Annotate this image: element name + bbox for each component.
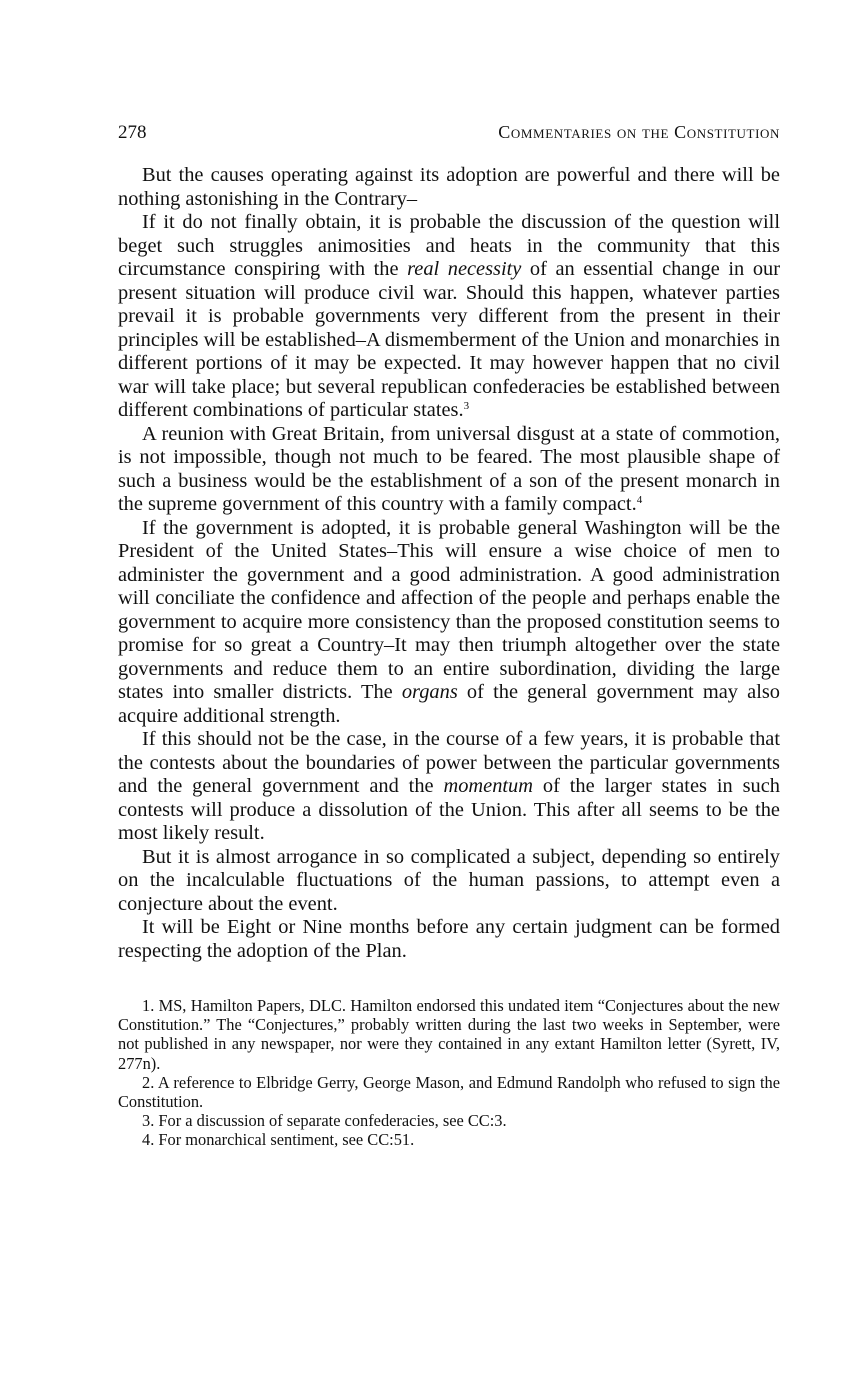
footnote-marker[interactable]: 4: [636, 494, 643, 506]
emphasis: momentum: [443, 775, 533, 797]
main-text: [118, 164, 780, 963]
footnote: 2. A reference to Elbridge Gerry, George Mason, and Edmund Randolph who refused to sign the Constitution.: [118, 1072, 780, 1112]
running-title: Commentaries on the Constitution: [498, 122, 780, 142]
footnotes: [118, 996, 780, 1150]
emphasis: real necessity: [407, 258, 522, 280]
footnote-marker[interactable]: 3: [463, 400, 470, 412]
footnote: 3. For a discussion of separate confederacies, see CC:3.: [142, 1111, 507, 1131]
paragraph: If this should not be the case, in the course of a few years, it is probable that the contests about the boundaries of power between the particular governments and the general government and the momentum of the larger states in such contests will produce a dissolution of the Union. This after all seems to be the most likely result.: [118, 728, 780, 844]
paragraph: If it do not finally obtain, it is probable the discussion of the question will beget such struggles animosities and heats in the community that this circumstance conspiring with the real necessity of an essential change in our present situation will produce civil war. Should this happen, whatever parties prevail it is probable governments very different from the present in their principles will be established–A dismemberment of the Union and monarchies in different portions of it may be expected. It may however happen that no civil war will take place; but several republican confederacies be established between different combinations of particular states.$^3$: [118, 211, 780, 421]
footnote: 1. MS, Hamilton Papers, DLC. Hamilton endorsed this undated item “Conjectures about the new Constitution.” The “Conjectures,” probably written during the last two weeks in September, were not published in any newspaper, nor were they contained in any extant Hamilton letter (Syrett, IV, 277n).: [118, 996, 780, 1073]
page: [118, 118, 780, 1150]
paragraph: If the government is adopted, it is probable general Washington will be the President of the United States–This will ensure a wise choice of men to administer the government and a good administration. A good administration will conciliate the confidence and affection of the people and perhaps enable the government to acquire more consistency than the proposed constitution seems to promise for so great a Country–It may then triumph altogether over the state governments and reduce them to an entire subordination, dividing the large states into smaller districts. The organs of the general government may also acquire additional strength.: [118, 516, 780, 727]
emphasis: organs: [401, 681, 458, 703]
running-header: [118, 118, 780, 146]
page-number: 278: [118, 122, 147, 143]
footnote: 4. For monarchical sentiment, see CC:51.: [142, 1130, 415, 1150]
paragraph: It will be Eight or Nine months before any certain judgment can be formed respecting the adoption of the Plan.: [118, 916, 780, 962]
paragraph: But it is almost arrogance in so complicated a subject, depending so entirely on the incalculable fluctuations of the human passions, to attempt even a conjecture about the event.: [118, 845, 780, 915]
paragraph: A reunion with Great Britain, from universal disgust at a state of commotion, is not impossible, though not much to be feared. The most plausible shape of such a business would be the establishment of a son of the present monarch in the supreme government of this country with a family compact.$^4$: [118, 422, 780, 515]
paragraph: But the causes operating against its adoption are powerful and there will be nothing astonishing in the Contrary–: [118, 164, 780, 210]
